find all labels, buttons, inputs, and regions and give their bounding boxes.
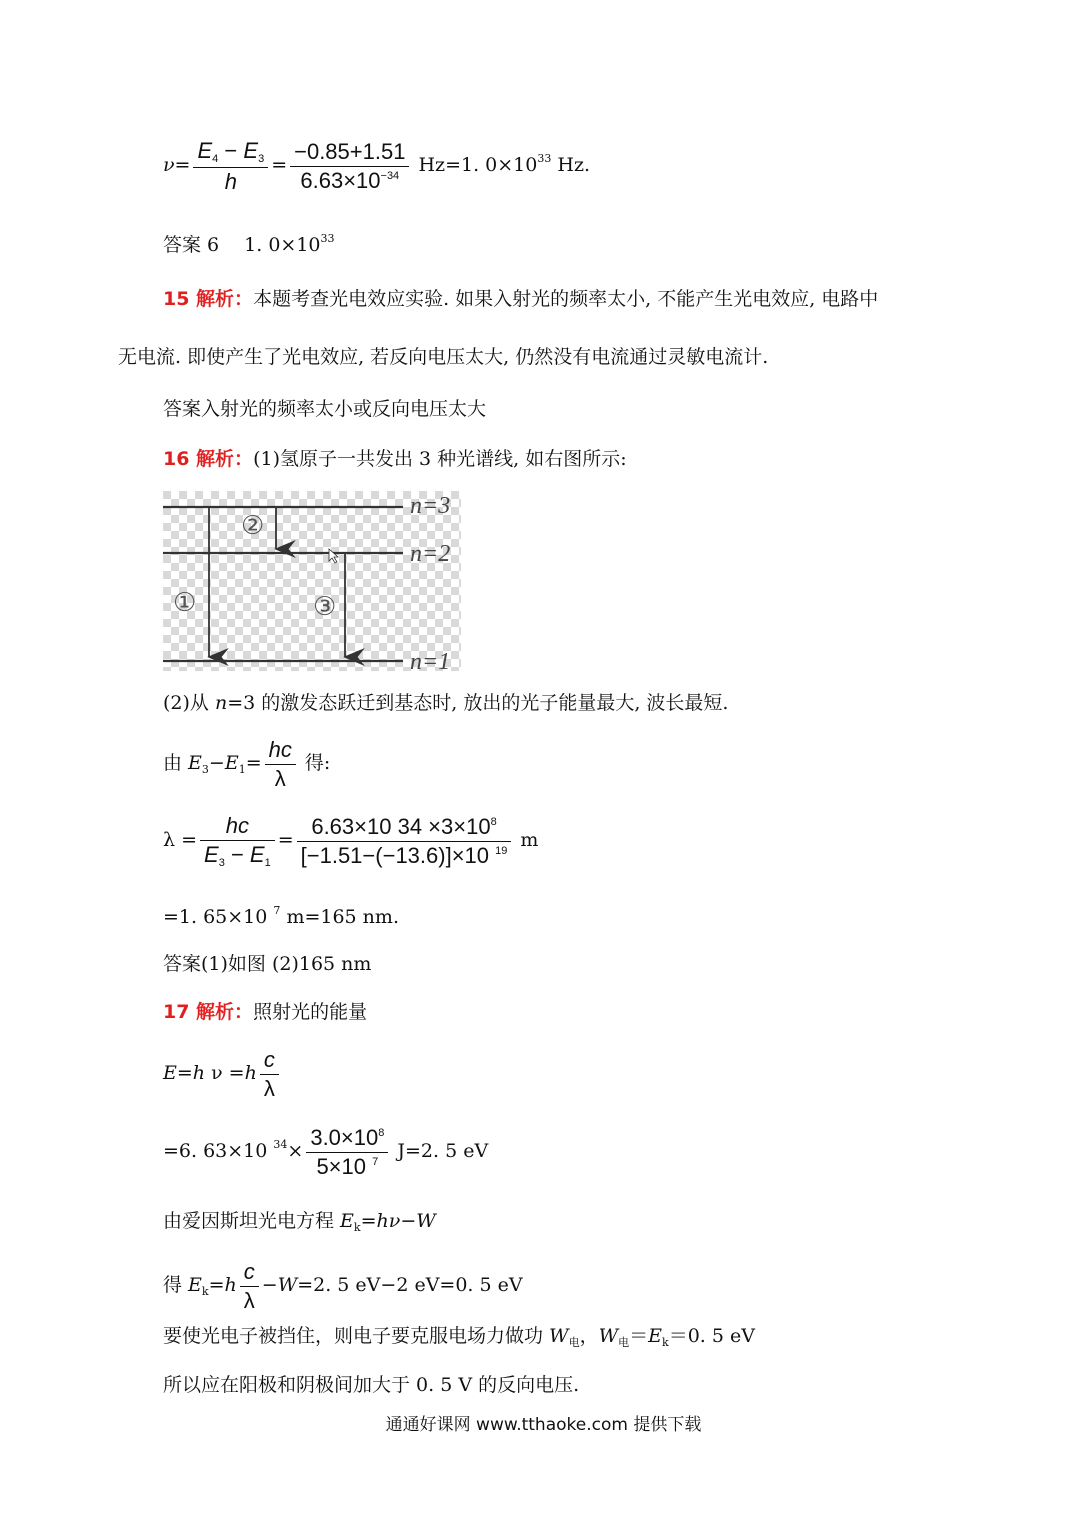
answer-14: 答案 6 1. $0\times 10^{33}$ bbox=[163, 232, 335, 256]
q17-line1: 17 解析：照射光的能量 bbox=[163, 1001, 368, 1023]
q17-label: 17 解析： bbox=[163, 1001, 254, 1023]
level-label-3: n=3 bbox=[410, 493, 451, 519]
level-label-1: n=1 bbox=[410, 649, 451, 671]
q16-result: =1. 65×10 $^7$ m=165 nm. bbox=[163, 904, 399, 928]
q16-label: 16 解析： bbox=[163, 448, 254, 470]
q17-calc: =6. 63×10 $^{34}$× $\frac{3.0\times 10^8}{5\times 10 ^7}$ J=2. 5 eV bbox=[163, 1125, 489, 1179]
q15-answer: 答案入射光的频率太小或反向电压太大 bbox=[163, 398, 487, 420]
q17-energy-equation: E=h ν =h $\frac{c}{\lambda}$ bbox=[163, 1046, 282, 1102]
q17-stop: 要使光电子被挡住，则电子要克服电场力做功 $W_电$，$W_电=E_k=0$. 5 eV bbox=[163, 1325, 755, 1349]
transition-label-2: ② bbox=[241, 511, 265, 541]
level-label-2: n=2 bbox=[410, 541, 451, 567]
q17-derive: 得 $E_k=h$ $\frac{c}{\lambda}$ −W=2. 5 eV−2 eV=0. 5 eV bbox=[163, 1259, 523, 1313]
q17-einstein: 由爱因斯坦光电方程 $E_k=h\nu-W$ bbox=[163, 1210, 436, 1234]
q17-conclusion: 所以应在阳极和阴极间加大于 0. 5 V 的反向电压. bbox=[163, 1374, 580, 1396]
page-footer: 通通好课网 www.tthaoke.com 提供下载 bbox=[385, 1415, 702, 1435]
q16-answer: 答案(1)如图 (2)165 nm bbox=[163, 953, 372, 975]
q15-line2: 无电流. 即使产生了光电效应, 若反向电压太大, 仍然没有电流通过灵敏电流计. bbox=[118, 346, 769, 368]
equation-frequency: ν= $\frac{E_4 - E_3}{h}$ = $\frac{-0.85+1.51}{6.63\times 10^{-34}}$ Hz=1. $0\times 10^{33}$ Hz. bbox=[163, 138, 591, 194]
transition-label-1: ① bbox=[173, 588, 197, 618]
q15-label: 15 解析： bbox=[163, 288, 254, 310]
q16-lambda-equation: λ = $\frac{hc}{E_3 - E_1}$ = $\frac{6.63\times 10 34 \times 3\times 10^8}{[-1.51-(-13.6)]\times 10 ^{19}}$ m bbox=[163, 813, 539, 869]
q15-line1: 15 解析：本题考查光电效应实验. 如果入射光的频率太小, 不能产生光电效应, 电路中 bbox=[163, 288, 879, 310]
energy-level-diagram bbox=[163, 491, 463, 671]
transition-label-3: ③ bbox=[313, 592, 337, 622]
q16-line2: (2)从 n=3 的激发态跃迁到基态时, 放出的光子能量最大, 波长最短. bbox=[163, 692, 729, 714]
q16-by-equation: 由 $E_3-E_1=$ $\frac{hc}{\lambda}$ 得: bbox=[163, 737, 331, 791]
q16-line1: 16 解析：(1)氢原子一共发出 3 种光谱线, 如右图所示: bbox=[163, 448, 627, 470]
